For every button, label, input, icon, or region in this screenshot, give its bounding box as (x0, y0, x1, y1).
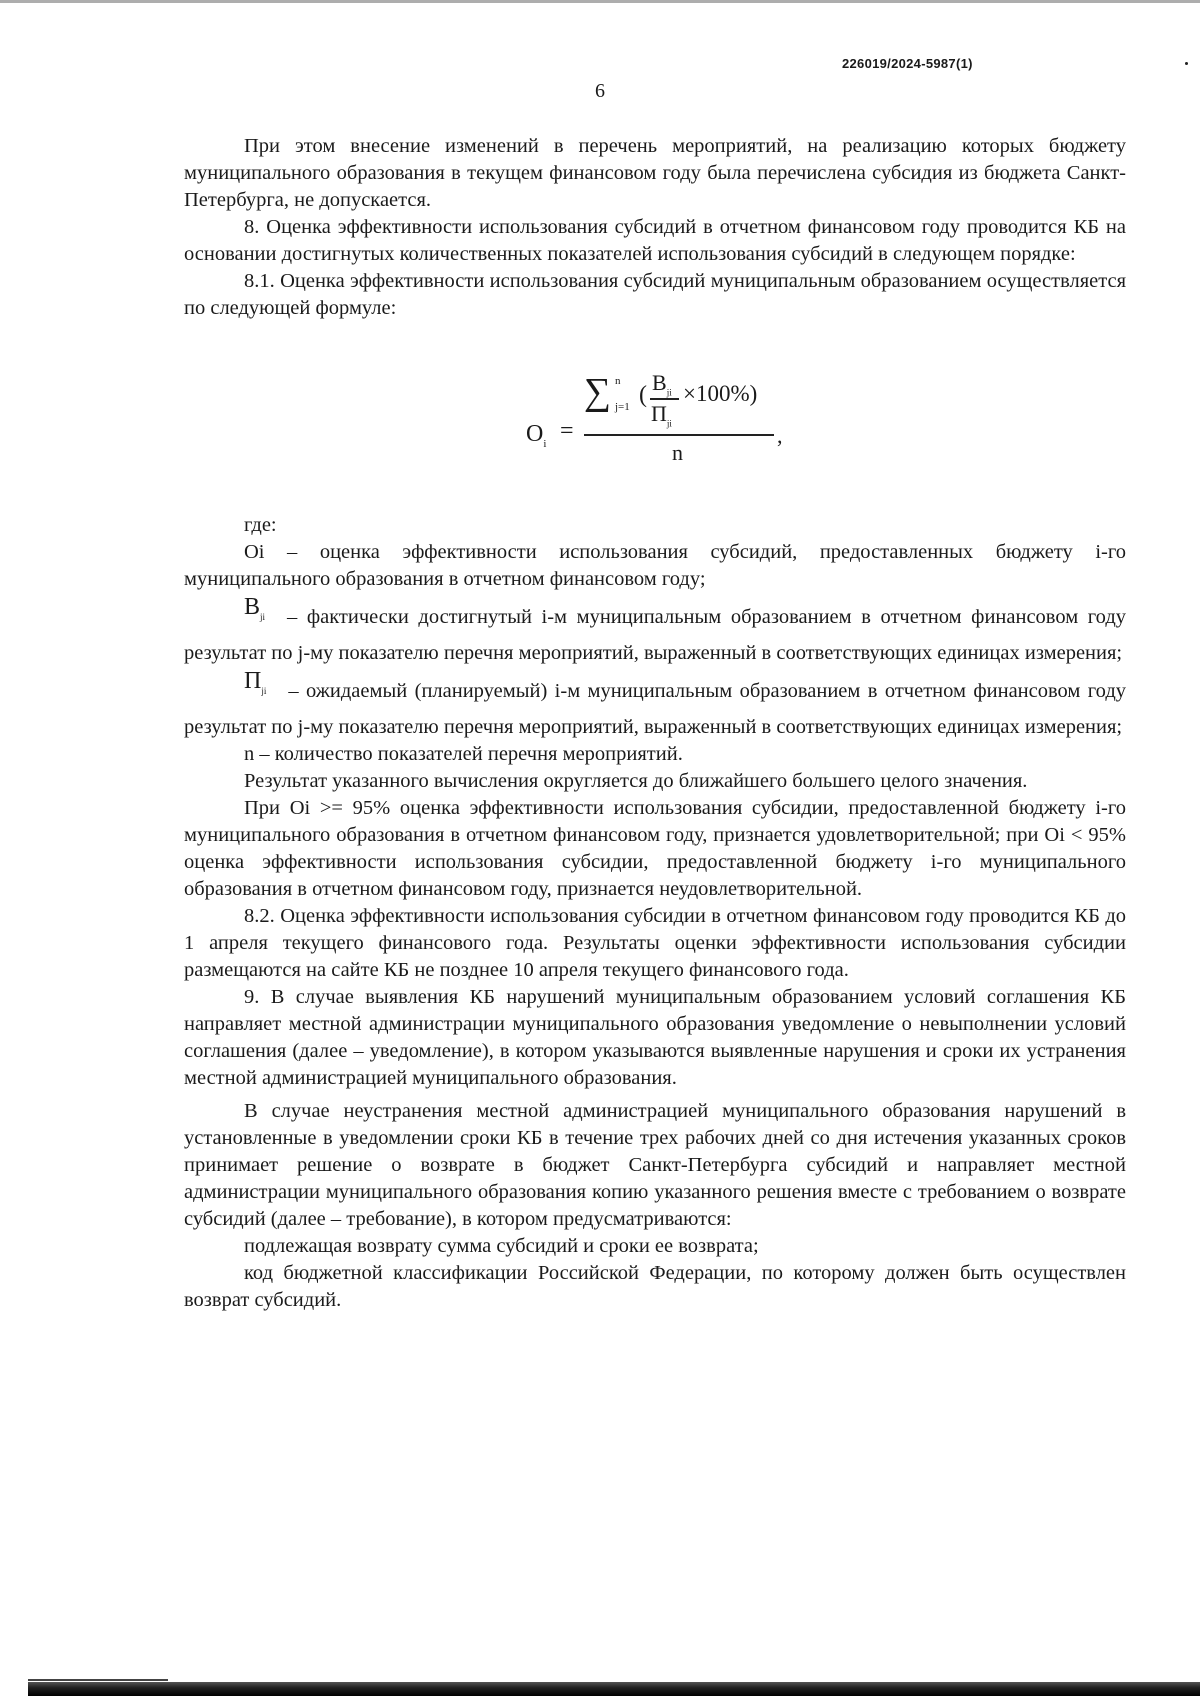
formula-lhs: $O_i$ (526, 421, 547, 450)
formula-denominator-n: n (672, 440, 683, 465)
paragraph-rounding: Результат указанного вычисления округляется до ближайшего большего целого значения. (244, 769, 1028, 792)
paragraph-criteria: При Oi >= 95% оценка эффективности использования субсидии, предоставленной бюджету i-го муниципального образования в отчетном финансовом году, признается удовлетворительной; при Oi < 95% оценка эффективности использования субсидии, предоставленной бюджету i-го муниципального образования в отчетном финансовом году, признается неудовлетворительной. (184, 796, 1126, 900)
document-number: 226019/2024-5987(1) (842, 56, 973, 71)
where-label: где: (244, 514, 277, 536)
list-item-amount: подлежащая возврату сумма субсидий и сроки ее возврата; (244, 1234, 759, 1257)
formula-multiplier: ×100%) (683, 381, 758, 406)
sum-sign: ∑ (584, 371, 612, 413)
page-body (184, 133, 1126, 1314)
fraction-numerator: $B_{ji}$ (652, 370, 672, 398)
paragraph-8-2: 8.2. Оценка эффективности использования субсидии в отчетном финансовом году проводится КБ до 1 апреля текущего финансового года. Результаты оценки эффективности использования субсидии размещаются на сайте КБ не позднее 10 апреля текущего финансового года. (184, 904, 1126, 981)
symbol-p: $П_{ji}$ (244, 667, 267, 696)
formula-comma: , (777, 423, 783, 448)
efficiency-formula (184, 324, 1126, 504)
formula-left-paren: ( (639, 382, 647, 408)
list-item-bcc: код бюджетной классификации Российской Федерации, по которому должен быть осуществлен возврат субсидий. (184, 1261, 1126, 1311)
definition-oi: Oi – оценка эффективности использования субсидий, предоставленных бюджету i-го муниципального образования в отчетном финансовом году; (184, 541, 1126, 590)
main-fraction-bar (584, 434, 774, 436)
sum-lower-limit: j=1 (615, 401, 630, 413)
formula-equals: = (560, 418, 574, 444)
page-number: 6 (595, 80, 605, 102)
definition-b: $B_{ji}$ – фактически достигнутый i-м муниципальным образованием в отчетном финансовом году результат по j-му показателю перечня мероприятий, выраженный в соответствующих единицах измерения; (184, 594, 1126, 664)
paragraph-changes: При этом внесение изменений в перечень мероприятий, на реализацию которых бюджету муниципального образования в текущем финансовом году была перечислена субсидия из бюджета Санкт-Петербурга, не допускается. (184, 135, 1126, 211)
fraction-denominator: $П_{ji}$ (651, 401, 672, 429)
scan-speck (1185, 62, 1188, 65)
scan-top-edge (0, 0, 1200, 3)
symbol-b: $B_{ji}$ (244, 594, 266, 622)
definition-p: $П_{ji}$ – ожидаемый (планируемый) i-м муниципальным образованием в отчетном финансовом году результат по j-му показателю перечня мероприятий, выраженный в соответствующих единицах измерения; (184, 667, 1126, 738)
paragraph-8: 8. Оценка эффективности использования субсидий в отчетном финансовом году проводится КБ на основании достигнутых количественных показателей использования субсидий в следующем порядке: (184, 216, 1126, 265)
paragraph-9: 9. В случае выявления КБ нарушений муниципальным образованием условий соглашения КБ направляет местной администрации муниципального образования уведомление о невыполнении условий соглашения (далее – уведомление), в котором указываются выявленные нарушения и сроки их устранения местной администрацией муниципального образования. (184, 985, 1126, 1089)
paragraph-8-1: 8.1. Оценка эффективности использования субсидий муниципальным образованием осуществляется по следующей формуле: (184, 270, 1126, 319)
inner-fraction-bar (650, 398, 679, 400)
scan-bottom-edge (28, 1682, 1200, 1696)
definition-n: n – количество показателей перечня мероприятий. (244, 742, 683, 765)
paragraph-non-remedy: В случае неустранения местной администрацией муниципального образования нарушений в установленные в уведомлении сроки КБ в течение трех рабочих дней со дня истечения указанных сроков принимает решение о возврате в бюджет Санкт-Петербурга субсидий и направляет местной администрации муниципального образования копию указанного решения вместе с требованием о возврате субсидий (далее – требование), в котором предусматриваются: (184, 1099, 1126, 1230)
sum-upper-limit: n (615, 375, 621, 387)
scan-bottom-line (28, 1679, 168, 1681)
